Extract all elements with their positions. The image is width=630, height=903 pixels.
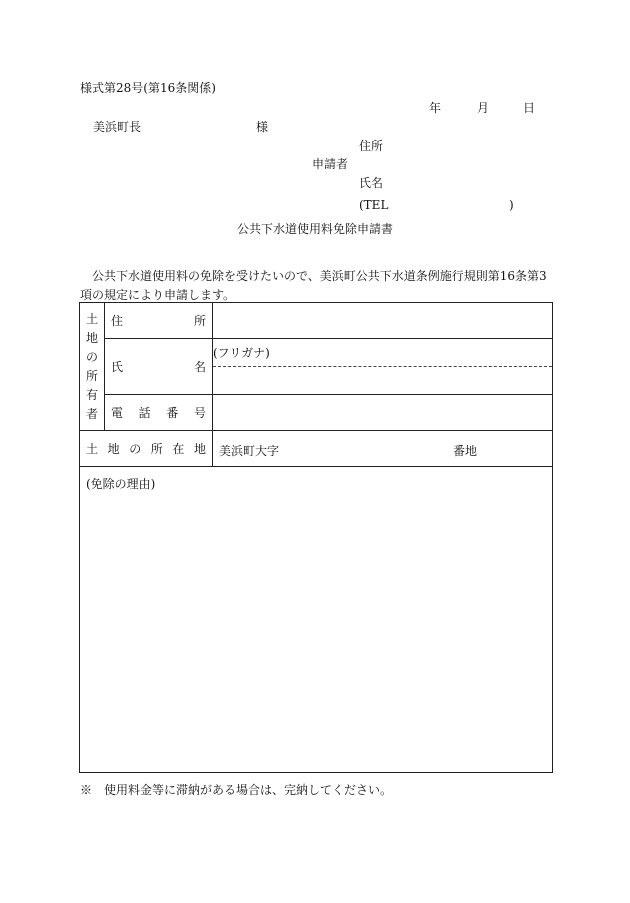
owner-phone-label: 電 話 番 号 [105, 395, 213, 431]
honorific: 様 [256, 120, 269, 134]
owner-phone-field[interactable] [213, 395, 553, 431]
tel-close-paren: ) [509, 198, 514, 212]
exemption-reason-label: (免除の理由) [86, 477, 156, 491]
exemption-reason-field[interactable] [80, 467, 553, 773]
owner-group-label: 土 地 の 所 有 者 [80, 303, 105, 431]
form-number: 様式第28号(第16条関係) [80, 81, 216, 95]
location-town-label: 美浜町大字 [219, 444, 280, 458]
body-text: 公共下水道使用料の免除を受けたいので、美浜町公共下水道条例施行規則第16条第3項の規定により申請します。 [80, 269, 547, 302]
owner-name-label: 氏 名 [105, 339, 213, 395]
date-month-label: 月 [477, 101, 490, 115]
document-title: 公共下水道使用料免除申請書 [237, 222, 394, 236]
applicant-address-label: 住所 [359, 139, 384, 153]
applicant-label: 申請者 [312, 157, 349, 171]
application-table [79, 302, 553, 773]
applicant-name-label: 氏名 [359, 176, 384, 190]
land-location-label: 土 地 の 所 在 地 [80, 431, 213, 467]
owner-address-label: 住 所 [105, 303, 213, 339]
furigana-field[interactable]: (フリガナ) [213, 339, 553, 367]
owner-name-field[interactable] [213, 367, 553, 395]
date-year-label: 年 [429, 101, 442, 115]
location-banchi-label: 番地 [453, 444, 478, 458]
tel-label: (TEL [359, 198, 389, 212]
land-location-field[interactable] [213, 431, 553, 467]
owner-address-field[interactable] [213, 303, 553, 339]
date-day-label: 日 [523, 101, 536, 115]
footnote: ※ 使用料金等に滞納がある場合は、完納してください。 [80, 783, 393, 797]
addressee: 美浜町長 [93, 120, 142, 134]
